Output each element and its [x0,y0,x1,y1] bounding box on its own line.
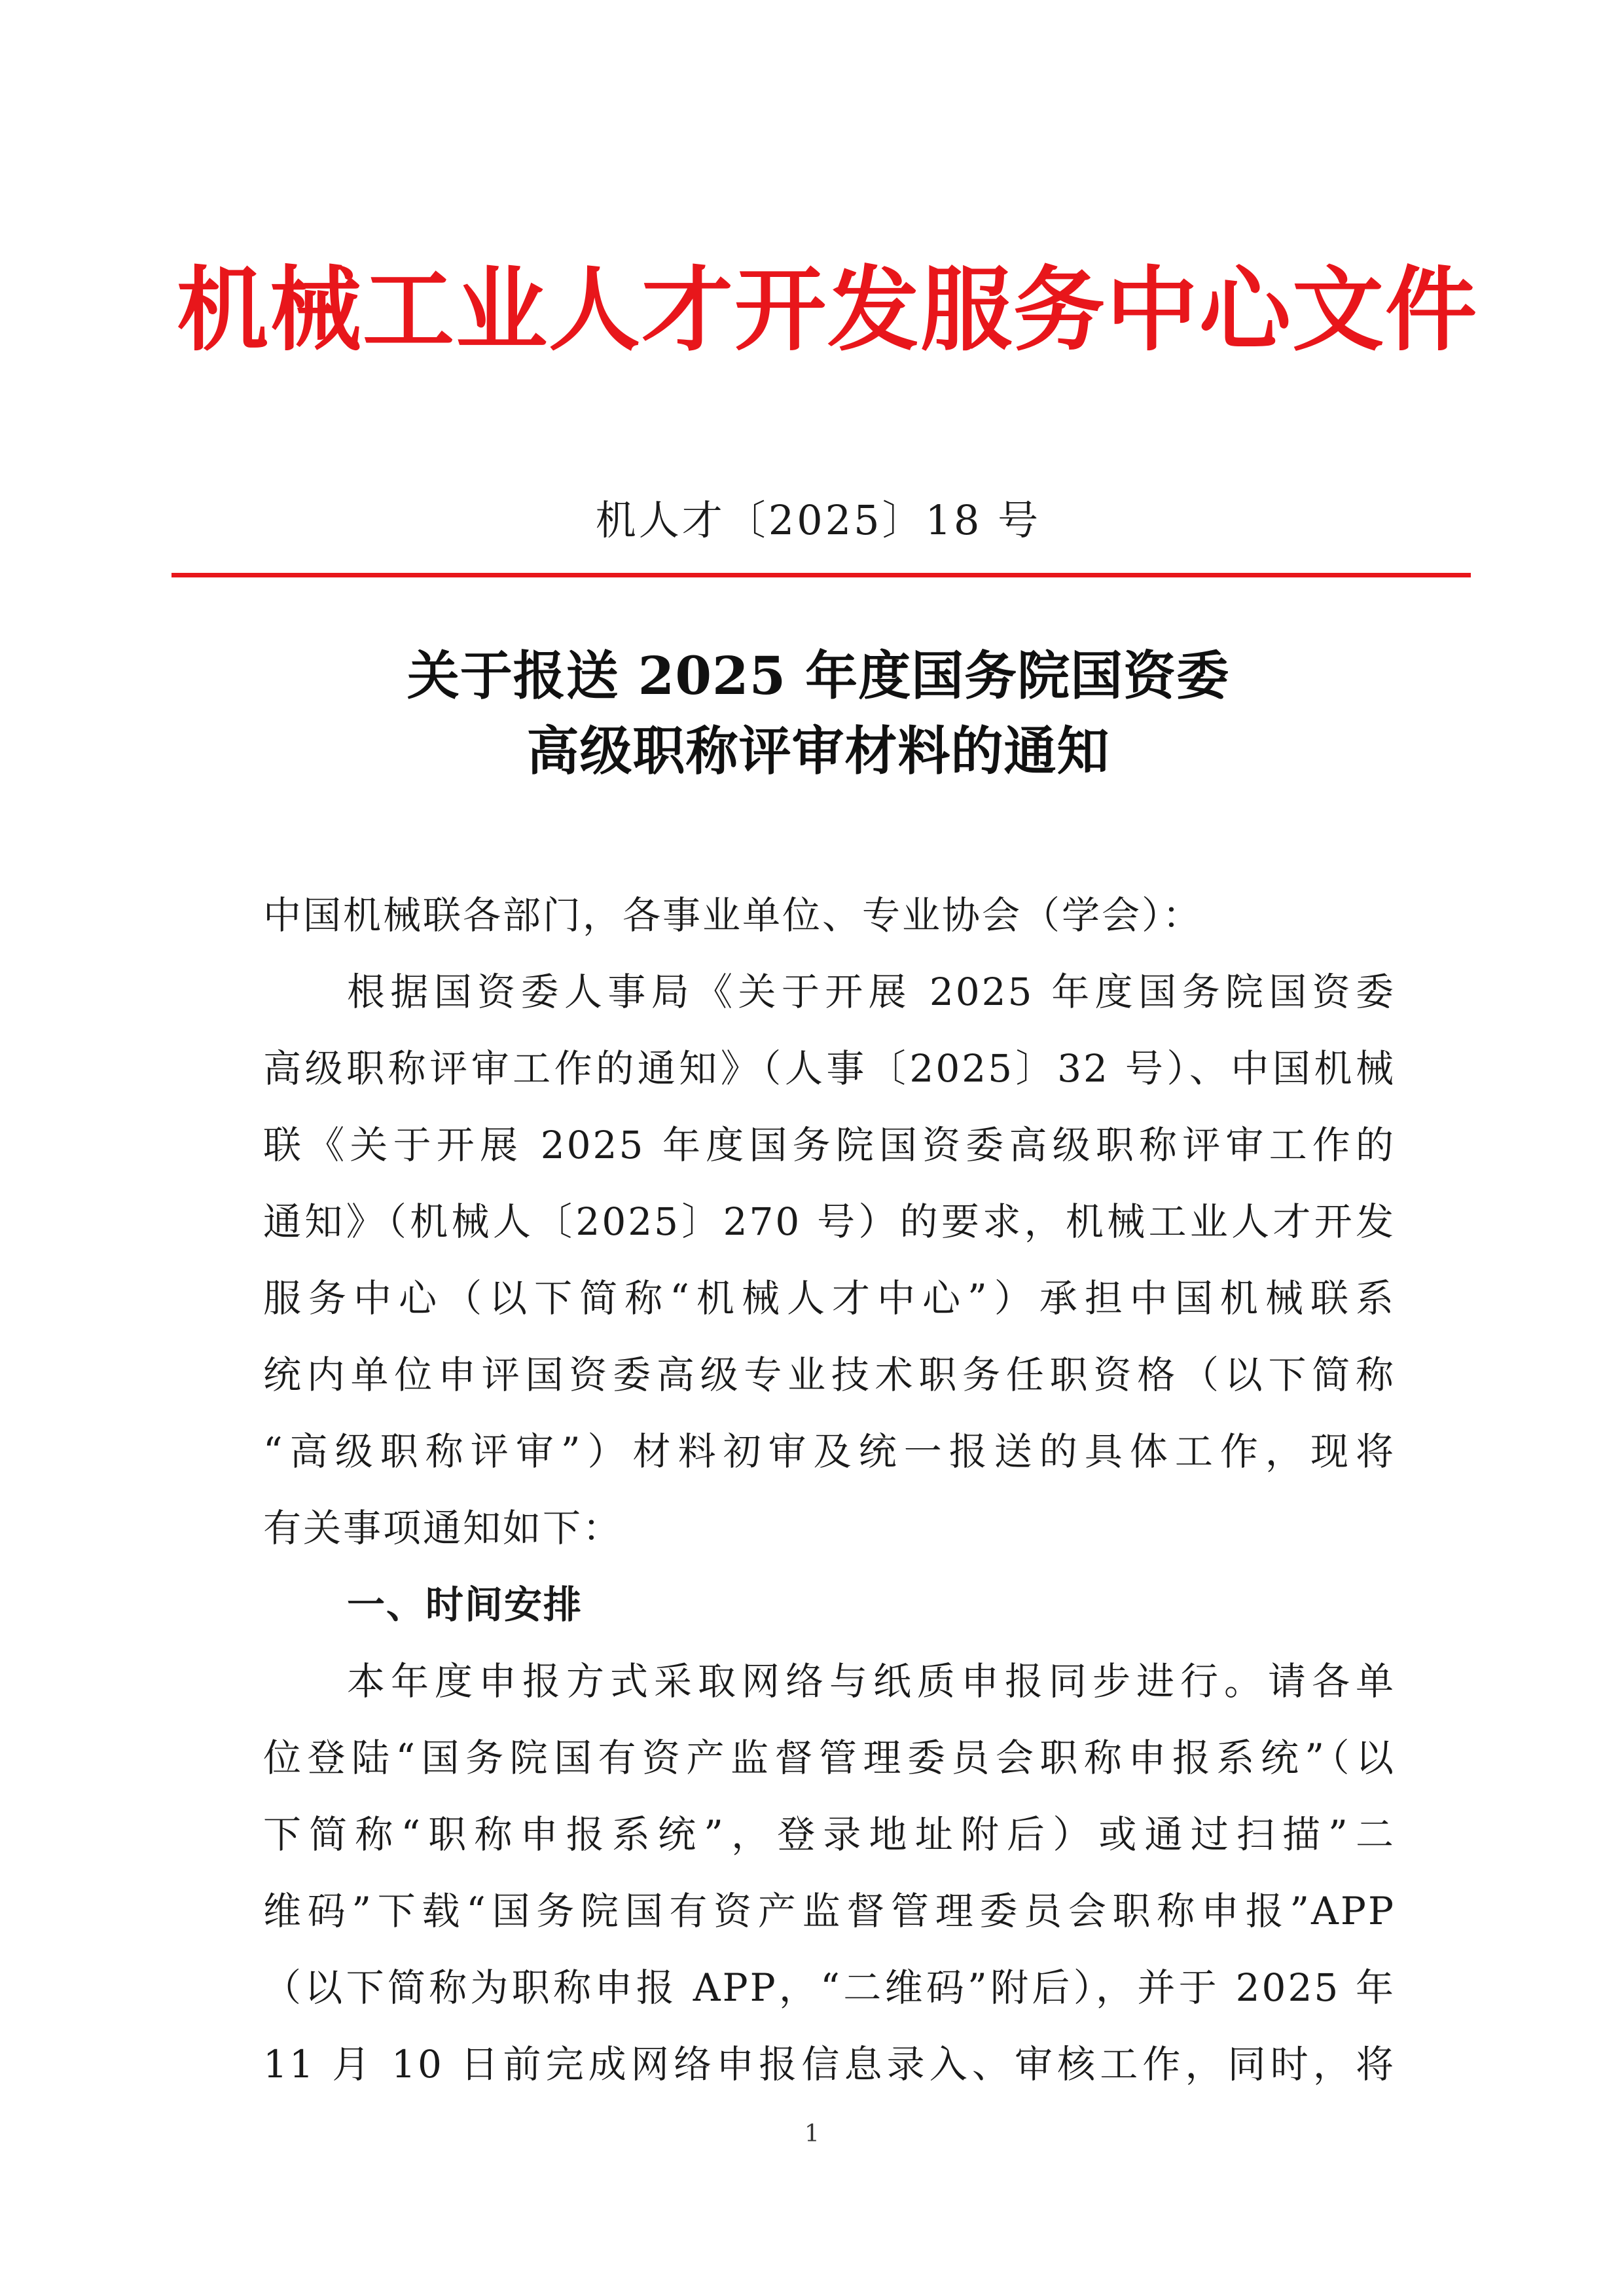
notice-title-line-1: 关于报送 2025 年度国务院国资委 [406,645,1230,706]
paragraph-line: 服务中心（以下简称“机械人才中心”）承担中国机械联系 [263,1276,1396,1321]
paragraph-line: 下简称“职称申报系统”，登录地址附后）或通过扫描”二 [263,1812,1396,1857]
paragraph-line: （以下简称为职称申报 APP，“二维码”附后），并于 2025 年 [263,1965,1396,2010]
notice-title-line-2: 高级职称评审材料的通知 [526,720,1110,782]
paragraph-line: 位登陆“国务院国有资产监督管理委员会职称申报系统”（以 [263,1736,1396,1780]
paragraph-line: 通知》（机械人〔2025〕270 号）的要求，机械工业人才开发 [263,1199,1396,1244]
body-text [263,877,1396,2103]
paragraph-line: 高级职称评审工作的通知》（人事〔2025〕32 号）、中国机械 [263,1046,1396,1091]
paragraph-line: 联《关于开展 2025 年度国务院国资委高级职称评审工作的 [263,1123,1396,1167]
paragraph-line: 根据国资委人事局《关于开展 2025 年度国务院国资委 [347,970,1396,1014]
paragraph-line: 统内单位申评国资委高级专业技术职务任职资格（以下简称 [263,1353,1396,1397]
page-number: 1 [804,2121,820,2147]
salutation-line: 中国机械联各部门，各事业单位、专业协会（学会）： [263,893,1203,938]
document-number: 机人才〔2025〕18 号 [595,496,1041,544]
paragraph-line: 维码”下载“国务院国有资产监督管理委员会职称申报”APP [263,1889,1396,1933]
paragraph-line: 有关事项通知如下： [263,1506,623,1550]
red-divider-line [171,573,1471,577]
section-heading: 一、时间安排 [347,1582,583,1627]
red-header-title: 机械工业人才开发服务中心文件 [177,257,1479,364]
paragraph-line: 11 月 10 日前完成网络申报信息录入、审核工作，同时，将 [263,2042,1396,2086]
notice-title [177,638,1460,789]
paragraph-line: “高级职称评审”）材料初审及统一报送的具体工作，现将 [263,1429,1396,1474]
paragraph-line: 本年度申报方式采取网络与纸质申报同步进行。请各单 [347,1659,1396,1704]
